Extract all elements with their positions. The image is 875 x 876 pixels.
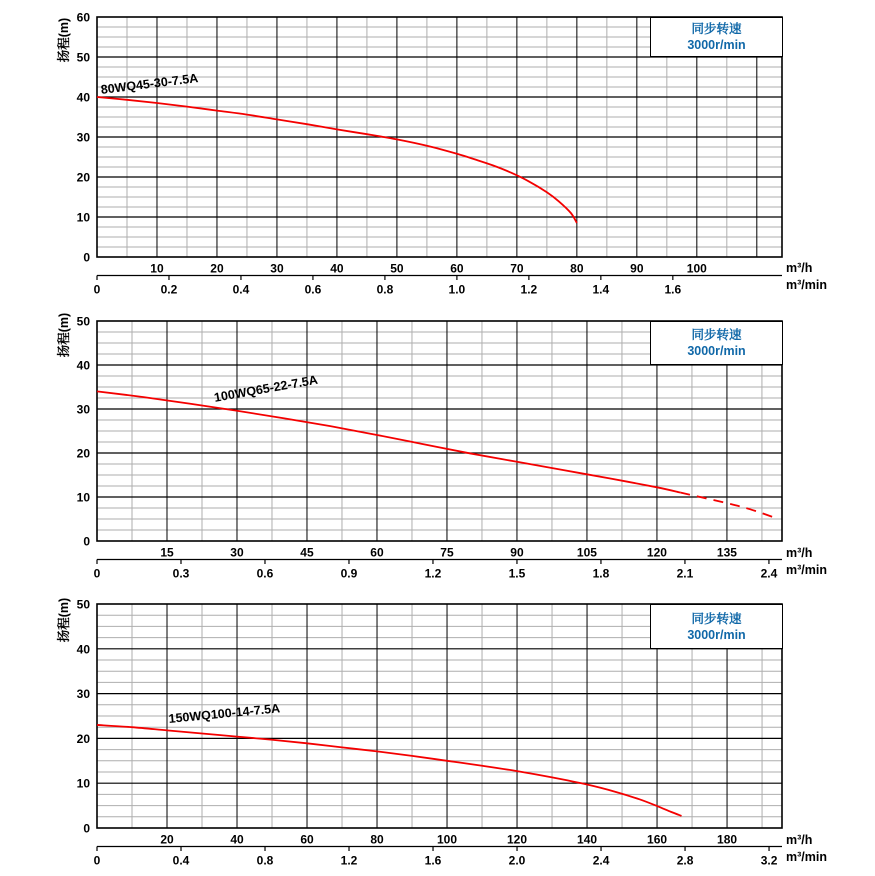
x-tick-label-m3h: 50 (390, 261, 404, 276)
x-tick-label-m3min: 0.8 (376, 282, 394, 297)
x-tick-label-m3min: 1.6 (664, 282, 682, 297)
x-tick-label-m3min: 0.4 (172, 853, 190, 868)
x-tick-label-m3min: 2.8 (676, 853, 694, 868)
x-tick-label-m3min: 0.2 (160, 282, 178, 297)
x-tick-label-m3min: 2.1 (676, 566, 694, 581)
y-tick-label: 0 (83, 821, 90, 836)
x-tick-label-m3min: 1.2 (520, 282, 538, 297)
speed-note-box (650, 604, 783, 649)
x-tick-label-m3h: 160 (647, 832, 668, 847)
x-tick-label-m3min: 0.4 (232, 282, 250, 297)
flow-unit-m3h-label: m³/h (786, 261, 813, 275)
flow-unit-m3min-label: m³/min (786, 278, 827, 292)
x-tick-label-m3h: 100 (686, 261, 707, 276)
x-tick-label-m3h: 60 (370, 545, 384, 560)
speed-note-line1: 同步转速 (691, 22, 742, 36)
x-tick-label-m3h: 135 (716, 545, 737, 560)
x-tick-label-m3min: 0.3 (172, 566, 190, 581)
y-tick-label: 20 (76, 731, 90, 746)
y-tick-label: 20 (76, 170, 90, 185)
x-tick-label-m3min: 2.4 (760, 566, 778, 581)
y-tick-label: 0 (83, 250, 90, 265)
speed-note-line1: 同步转速 (691, 328, 742, 342)
speed-note-line2: 3000r/min (687, 38, 746, 52)
flow-unit-m3min-label: m³/min (786, 850, 827, 864)
x-tick-label-m3h: 20 (210, 261, 224, 276)
x-tick-label-m3h: 75 (440, 545, 454, 560)
y-tick-label: 40 (76, 90, 90, 105)
y-tick-label: 40 (76, 358, 90, 373)
y-tick-label: 30 (76, 687, 90, 702)
y-tick-label: 50 (76, 314, 90, 329)
speed-note-line2: 3000r/min (687, 627, 746, 642)
x-tick-label-m3h: 60 (300, 832, 314, 847)
x-tick-label-m3min: 1.2 (424, 566, 442, 581)
x-tick-label-m3min: 0.6 (256, 566, 274, 581)
y-tick-label: 60 (76, 10, 90, 25)
x-tick-label-m3h: 105 (576, 545, 597, 560)
x-tick-label-m3min: 0.9 (340, 566, 358, 581)
flow-unit-m3h-label: m³/h (786, 833, 813, 847)
flow-unit-m3h-label: m³/h (786, 546, 813, 560)
x-tick-label-m3h: 80 (570, 261, 584, 276)
y-tick-label: 50 (76, 50, 90, 65)
speed-note-box (650, 17, 783, 57)
y-tick-label: 10 (76, 490, 90, 505)
x-tick-label-m3min: 1.2 (340, 853, 358, 868)
x-tick-label-m3h: 90 (510, 545, 524, 560)
pump-model-label: 80WQ45-30-7.5A (100, 71, 199, 97)
y-tick-label: 0 (83, 534, 90, 549)
x-tick-label-m3h: 120 (646, 545, 667, 560)
y-axis-title: 扬程(m) (57, 597, 71, 643)
x-tick-label-m3h: 180 (717, 832, 738, 847)
x-tick-label-m3h: 40 (330, 261, 344, 276)
x-tick-label-m3h: 140 (577, 832, 598, 847)
x-tick-label-m3h: 15 (160, 545, 174, 560)
y-tick-label: 10 (76, 776, 90, 791)
x-tick-label-m3h: 90 (630, 261, 644, 276)
pump-model-label: 100WQ65-22-7.5A (213, 372, 319, 405)
speed-note-line1: 同步转速 (691, 611, 742, 626)
x-tick-label-m3min: 0 (93, 853, 101, 868)
x-tick-label-m3min: 0.6 (304, 282, 322, 297)
y-tick-label: 10 (76, 210, 90, 225)
x-tick-label-m3h: 45 (300, 545, 314, 560)
x-tick-label-m3h: 70 (510, 261, 524, 276)
x-tick-label-m3h: 30 (270, 261, 284, 276)
flow-unit-m3min-label: m³/min (786, 563, 827, 577)
y-tick-label: 20 (76, 446, 90, 461)
y-axis-title: 扬程(m) (57, 312, 71, 358)
y-tick-label: 40 (76, 642, 90, 657)
x-tick-label-m3h: 60 (450, 261, 464, 276)
x-tick-label-m3min: 1.4 (592, 282, 610, 297)
x-tick-label-m3h: 30 (230, 545, 244, 560)
speed-note-box (650, 321, 783, 365)
y-tick-label: 30 (76, 402, 90, 417)
x-tick-label-m3h: 40 (230, 832, 244, 847)
x-tick-label-m3h: 120 (507, 832, 528, 847)
x-tick-label-m3h: 80 (370, 832, 384, 847)
x-tick-label-m3min: 1.0 (448, 282, 466, 297)
pump-model-label: 150WQ100-14-7.5A (168, 701, 281, 726)
y-tick-label: 30 (76, 130, 90, 145)
y-tick-label: 50 (76, 597, 90, 612)
x-tick-label-m3min: 2.0 (508, 853, 526, 868)
x-tick-label-m3min: 0 (93, 282, 101, 297)
speed-note-line2: 3000r/min (687, 344, 746, 358)
x-tick-label-m3min: 1.8 (592, 566, 610, 581)
x-tick-label-m3h: 100 (437, 832, 458, 847)
x-tick-label-m3min: 3.2 (760, 853, 778, 868)
x-tick-label-m3h: 20 (160, 832, 174, 847)
x-tick-label-m3h: 10 (150, 261, 164, 276)
x-tick-label-m3min: 2.4 (592, 853, 610, 868)
x-tick-label-m3min: 0.8 (256, 853, 274, 868)
x-tick-label-m3min: 0 (93, 566, 101, 581)
x-tick-label-m3min: 1.6 (424, 853, 442, 868)
x-tick-label-m3min: 1.5 (508, 566, 526, 581)
y-axis-title: 扬程(m) (57, 17, 71, 63)
